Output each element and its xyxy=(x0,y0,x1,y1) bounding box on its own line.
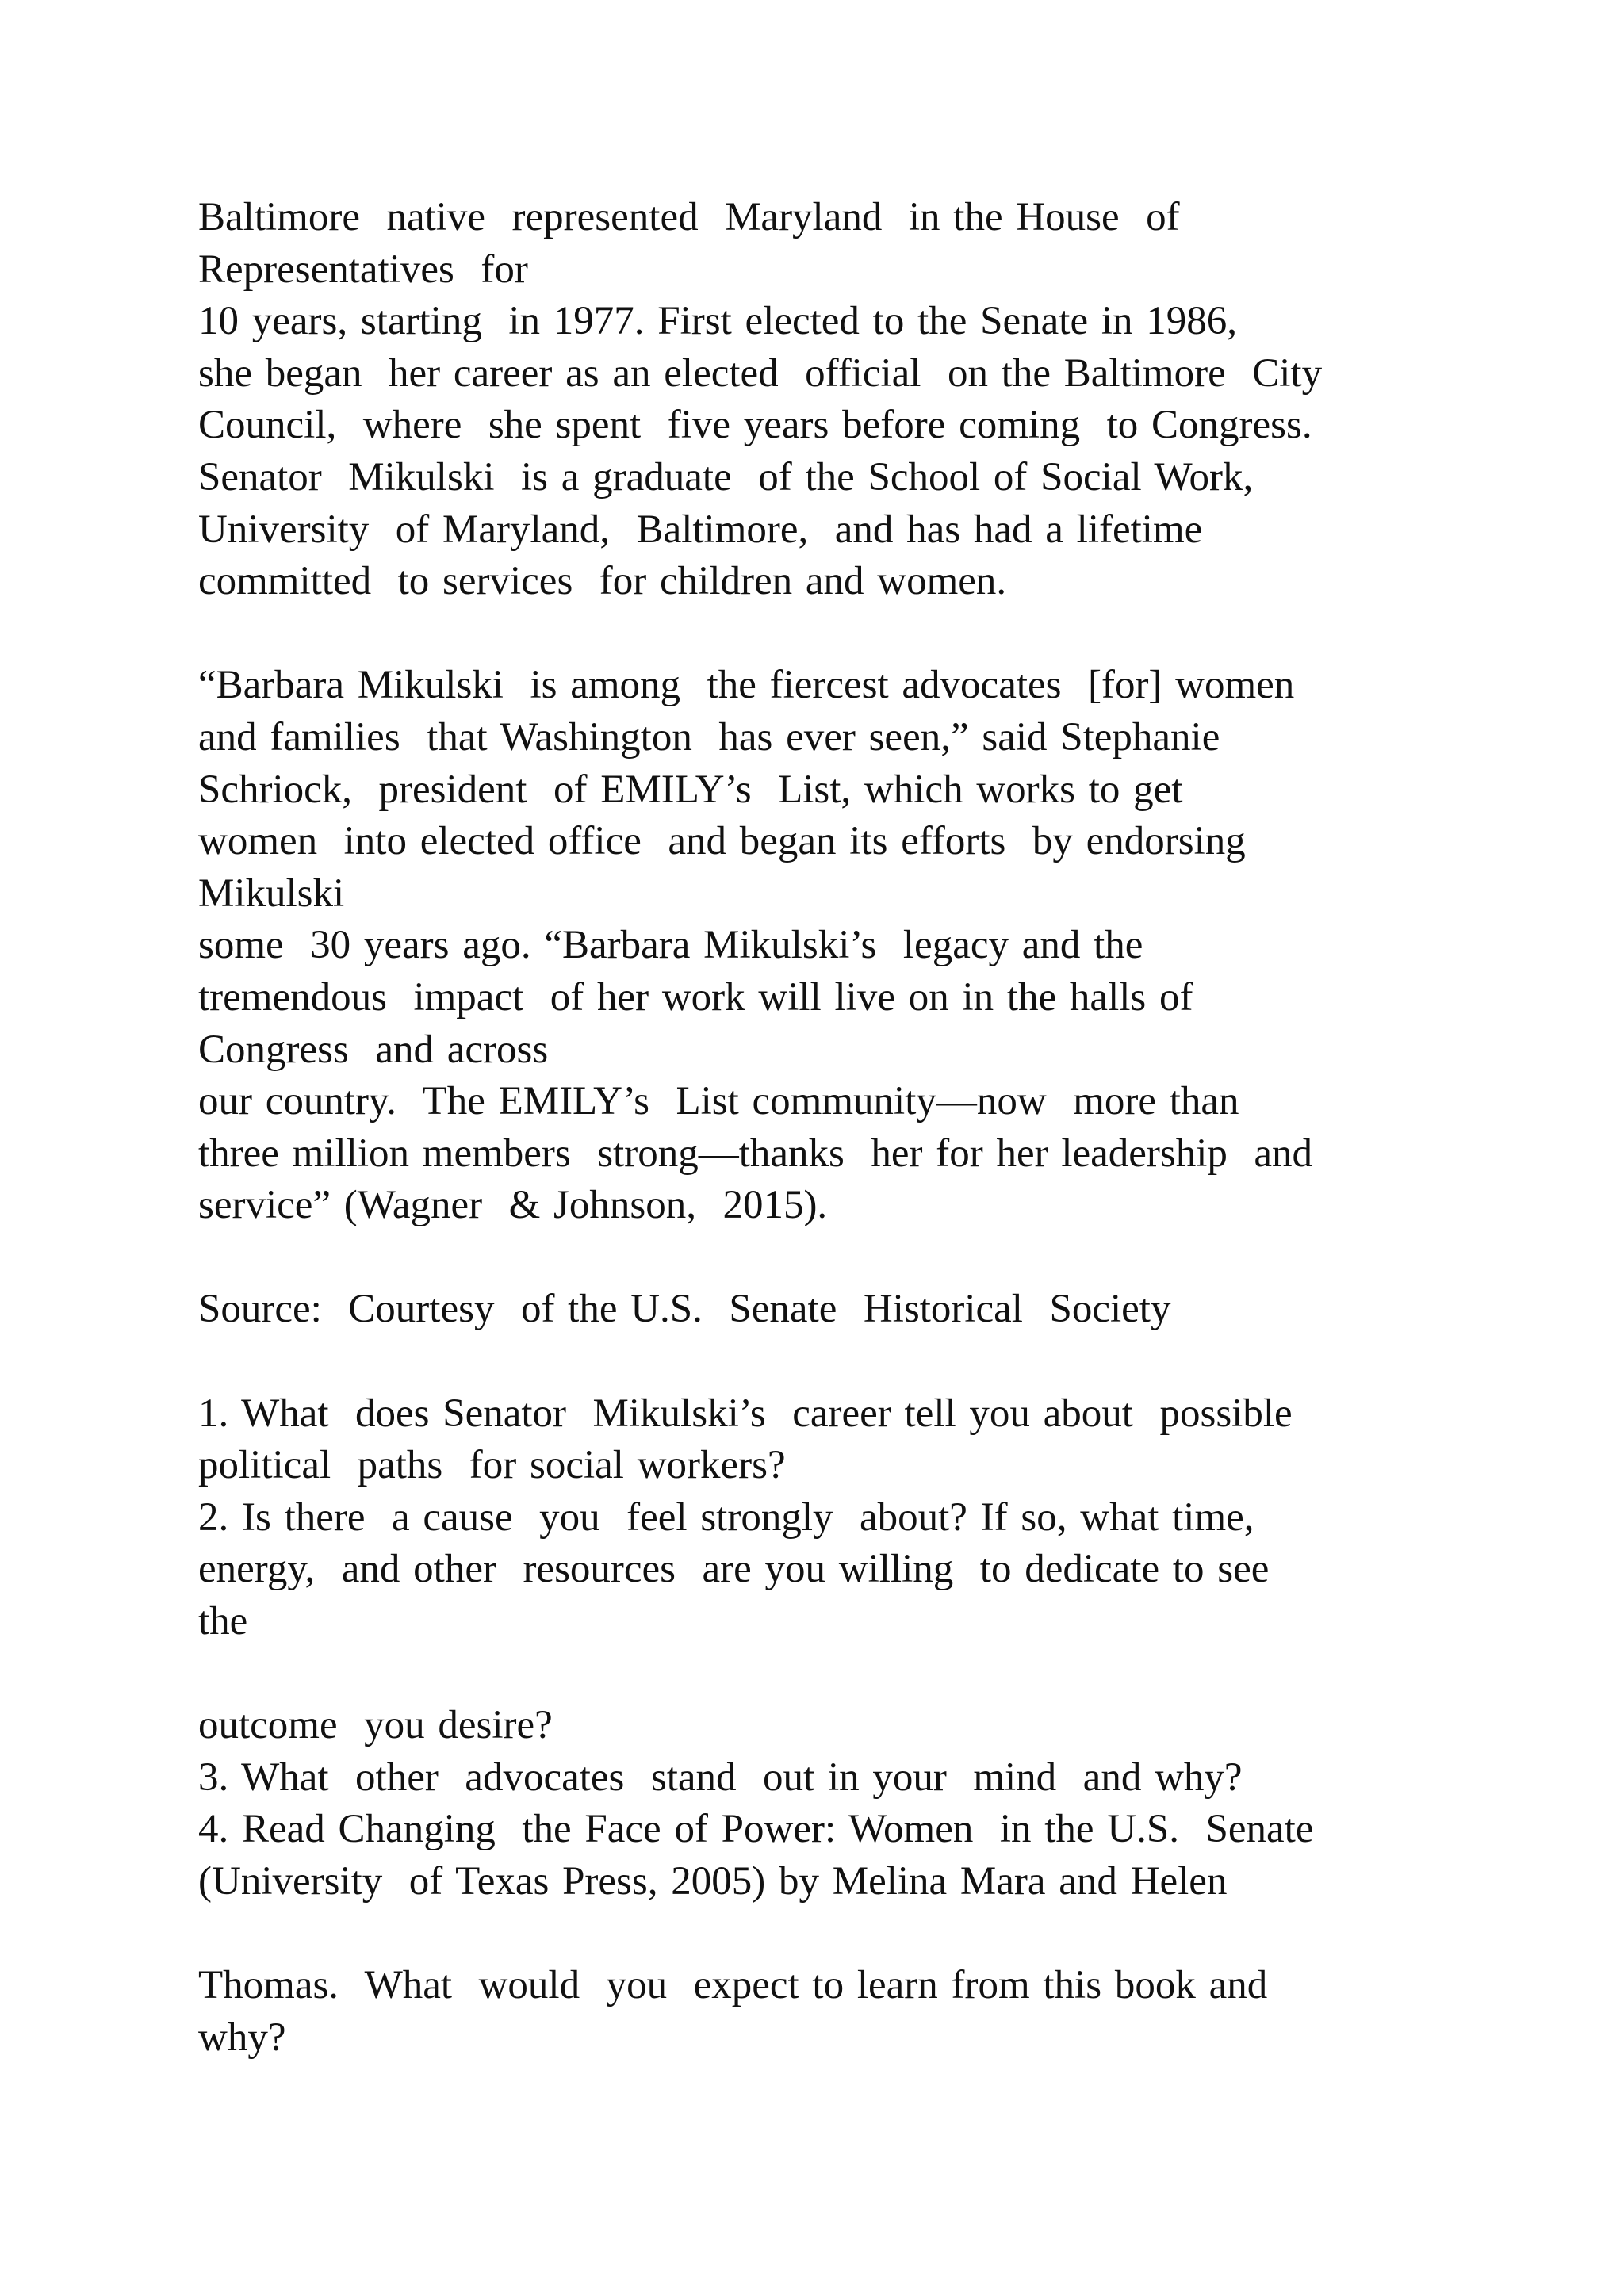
paragraph-gap xyxy=(198,1232,1546,1284)
document-text xyxy=(198,192,1546,2064)
text-line: tremendous impact of her work will live on in the halls of xyxy=(198,974,1193,1020)
question-line: 1. What does Senator Mikulski’s career tell you about possible xyxy=(198,1391,1293,1436)
paragraph-gap xyxy=(198,1908,1546,1961)
question-line: 2. Is there a cause you feel strongly about? If so, what time, xyxy=(198,1494,1254,1540)
text-line: University of Maryland, Baltimore, and has had a lifetime xyxy=(198,507,1203,552)
paragraph-gap xyxy=(198,1648,1546,1701)
bio-paragraph xyxy=(198,192,1546,608)
text-line: Mikulski xyxy=(198,871,345,916)
discussion-questions xyxy=(198,1388,1546,2064)
text-line: she began her career as an elected official on the Baltimore City xyxy=(198,350,1323,396)
paragraph-gap xyxy=(198,608,1546,660)
text-line: Congress and across xyxy=(198,1027,549,1072)
question-line: political paths for social workers? xyxy=(198,1443,786,1488)
question-line: 4. Read Changing the Face of Power: Women in the U.S. Senate xyxy=(198,1807,1314,1852)
text-line: Council, where she spent five years before coming to Congress. xyxy=(198,403,1312,448)
source-credit: Source: Courtesy of the U.S. Senate Historical Society xyxy=(198,1287,1171,1332)
text-line: 10 years, starting in 1977. First elected to the Senate in 1986, xyxy=(198,299,1238,344)
question-line: energy, and other resources are you willing to dedicate to see xyxy=(198,1547,1270,1592)
text-line: committed to services for children and women. xyxy=(198,559,1007,604)
question-line: (University of Texas Press, 2005) by Melina Mara and Helen xyxy=(198,1859,1228,1904)
text-line: Baltimore native represented Maryland in the House of xyxy=(198,195,1180,239)
quote-paragraph xyxy=(198,660,1546,1232)
question-line: outcome you desire? xyxy=(198,1703,553,1748)
text-line: three million members strong—thanks her for her leadership and xyxy=(198,1131,1313,1176)
text-line: Senator Mikulski is a graduate of the School of Social Work, xyxy=(198,454,1254,499)
question-line: 3. What other advocates stand out in your mind and why? xyxy=(198,1755,1243,1800)
text-line: some 30 years ago. “Barbara Mikulski’s legacy and the xyxy=(198,923,1143,968)
question-line: the xyxy=(198,1599,248,1644)
text-line: Representatives for xyxy=(198,247,528,292)
text-line: Schriock, president of EMILY’s List, which works to get xyxy=(198,767,1183,812)
paragraph-gap xyxy=(198,1336,1546,1388)
text-line: service” (Wagner & Johnson, 2015). xyxy=(198,1183,828,1228)
text-line: women into elected office and began its efforts by endorsing xyxy=(198,819,1246,864)
question-line: Thomas. What would you expect to learn from this book and xyxy=(198,1963,1268,2008)
question-line: why? xyxy=(198,2015,286,2060)
text-line: our country. The EMILY’s List community—now more than xyxy=(198,1079,1239,1124)
text-line: “Barbara Mikulski is among the fiercest advocates [for] women xyxy=(198,663,1295,708)
text-line: and families that Washington has ever seen,” said Stephanie xyxy=(198,714,1220,760)
